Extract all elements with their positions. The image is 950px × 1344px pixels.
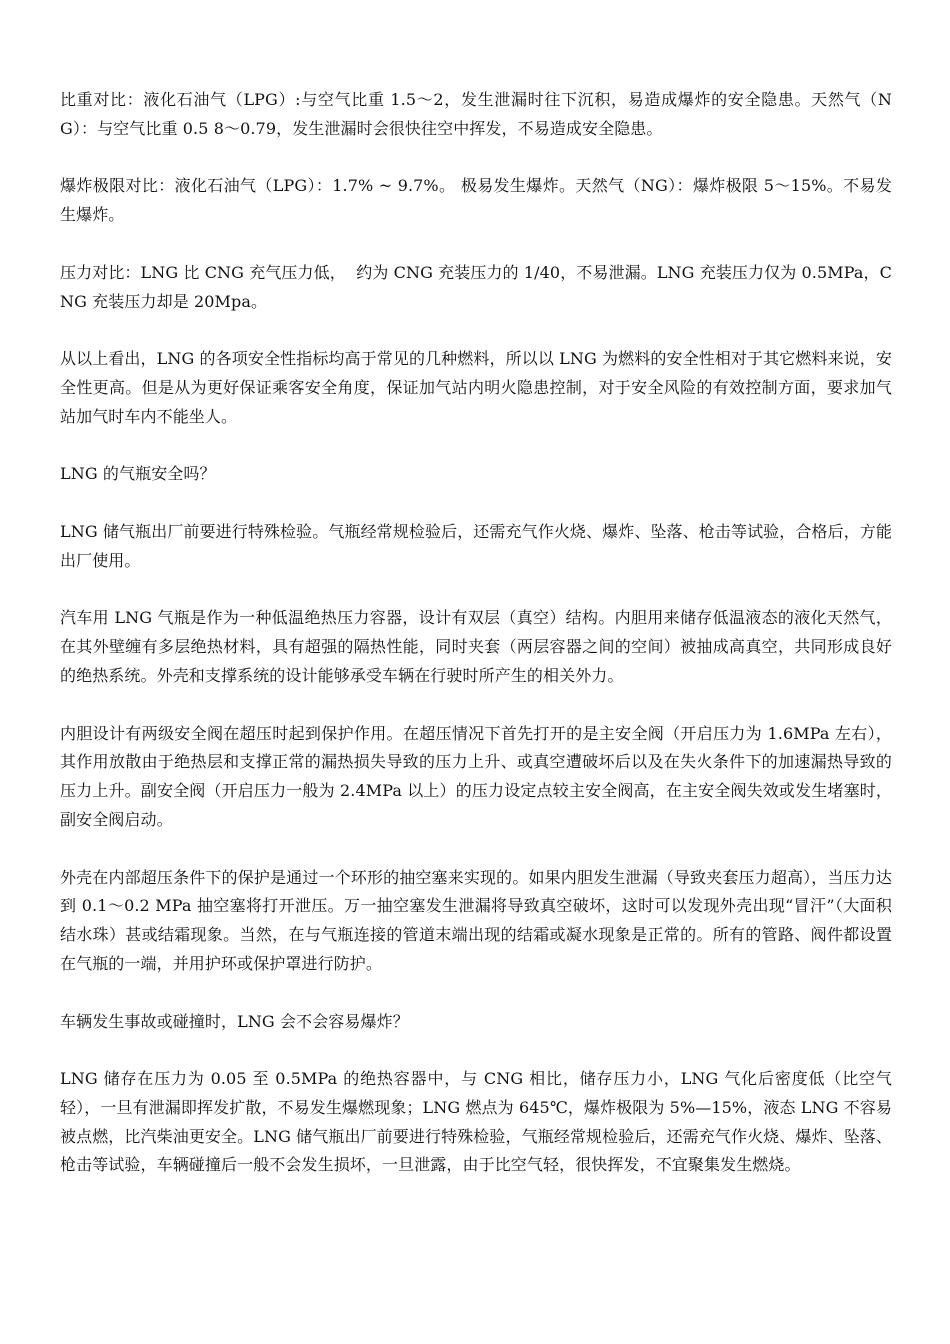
paragraph-shell-protection: 外壳在内部超压条件下的保护是通过一个环形的抽空塞来实现的。如果内胆发生泄漏（导致夹套压力超高），当压力达到 0.1～0.2 MPa 抽空塞将打开泄压。万一抽空塞发生泄漏将导致真空破坏，这时可以发现外壳出现“冒汗”（大面积结水珠）甚或结霜现象。当然，在与气瓶连接的管道末端出现的结霜或凝水现象是正常的。所有的管路、阀件都设置在气瓶的一端，并用护环或保护罩进行防护。 — [60, 867, 892, 973]
paragraph-collision-answer: LNG 储存在压力为 0.05 至 0.5MPa 的绝热容器中，与 CNG 相比，储存压力小，LNG 气化后密度低（比空气轻），一旦有泄漏即挥发扩散，不易发生爆燃现象；LNG 燃点为 645℃，爆炸极限为 5%—15%，液态 LNG 不容易被点燃，比汽柴油更安全。LNG 储气瓶出厂前要进行特殊检验，气瓶经常规检验后，还需充气作火烧、爆炸、坠落、枪击等试验，车辆碰撞后一般不会发生损坏，一旦泄露，由于比空气轻，很快挥发，不宜聚集发生燃烧。 — [60, 1069, 892, 1175]
paragraph-cylinder-inspection: LNG 储气瓶出厂前要进行特殊检验。气瓶经常规检验后，还需充气作火烧、爆炸、坠落、枪击等试验，合格后，方能出厂使用。 — [60, 521, 892, 570]
document-page — [60, 86, 892, 1209]
paragraph-safety-valves: 内胆设计有两级安全阀在超压时起到保护作用。在超压情况下首先打开的是主安全阀（开启压力为 1.6MPa 左右），其作用放散由于绝热层和支撑正常的漏热损失导致的压力上升、或真空遭破坏后以及在失火条件下的加速漏热导致的压力上升。副安全阀（开启压力一般为 2.4MPa 以上）的压力设定点较主安全阀高，在主安全阀失效或发生堵塞时，副安全阀启动。 — [60, 723, 892, 829]
paragraph-safety-summary: 从以上看出，LNG 的各项安全性指标均高于常见的几种燃料，所以以 LNG 为燃料的安全性相对于其它燃料来说，安全性更高。但是从为更好保证乘客安全角度，保证加气站内明火隐患控制，对于安全风险的有效控制方面，要求加气站加气时车内不能坐人。 — [60, 349, 892, 426]
paragraph-pressure-comparison: 压力对比：LNG 比 CNG 充气压力低， 约为 CNG 充装压力的 1/40，不易泄漏。LNG 充装压力仅为 0.5MPa，CNG 充装压力却是 20Mpa。 — [60, 262, 892, 311]
paragraph-density-comparison: 比重对比：液化石油气（LPG）:与空气比重 1.5～2，发生泄漏时往下沉积，易造成爆炸的安全隐患。天然气（NG）：与空气比重 0.5 8～0.79，发生泄漏时会很快往空中挥发，不易造成安全隐患。 — [60, 90, 892, 138]
question-collision-explosion: 车辆发生事故或碰撞时，LNG 会不会容易爆炸？ — [60, 1011, 409, 1031]
question-cylinder-safety: LNG 的气瓶安全吗？ — [60, 464, 216, 484]
paragraph-cylinder-structure: 汽车用 LNG 气瓶是作为一种低温绝热压力容器，设计有双层（真空）结构。内胆用来储存低温液态的液化天然气，在其外壁缠有多层绝热材料，具有超强的隔热性能，同时夹套（两层容器之间的空间）被抽成高真空，共同形成良好的绝热系统。外壳和支撑系统的设计能够承受车辆在行驶时所产生的相关外力。 — [60, 608, 892, 685]
paragraph-explosion-limit-comparison: 爆炸极限对比：液化石油气（LPG）：1.7% ~ 9.7%。 极易发生爆炸。天然气（NG）：爆炸极限 5～15%。不易发生爆炸。 — [60, 176, 892, 225]
